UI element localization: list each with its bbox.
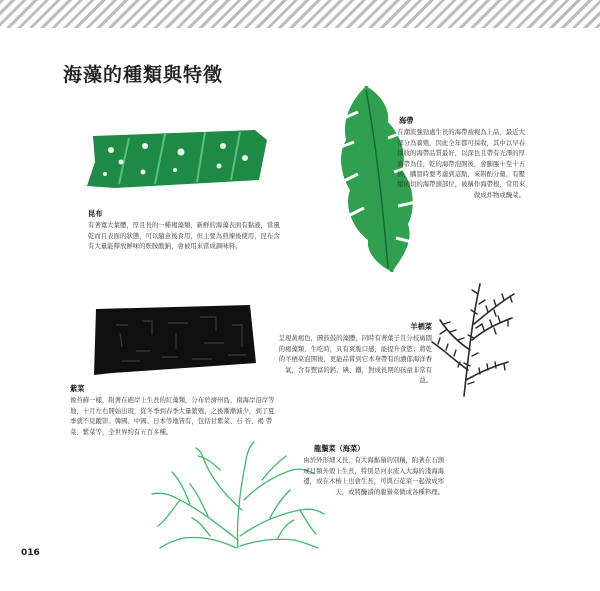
wakame-entry bbox=[397, 116, 525, 200]
page-title: 海藻的種類與特徵 bbox=[63, 64, 224, 86]
kombu-description: 有著寬大葉體，厚且長的一種褐藻類，新鮮的海藻表面有黏液，當風乾而且表面的狀態，可以隨意後食用，但主要為煎煉後使用，昆布含有大量能釋放鮮味的麩胺酸鈉，會被用來當成調味料。 bbox=[88, 221, 280, 251]
page-number: 016 bbox=[21, 548, 40, 558]
gracilaria-description: 由於外形細又長，有大海鬍鬚的別稱，附著在石頭或貝類外殼上生長，特別是河水流入大海的淺海海邊，或在木樁上也會生長，可與石花菜一起做成寒天，或將醃漬的龍鬚菜做成各種料理。 bbox=[303, 456, 444, 496]
kombu-illustration bbox=[85, 122, 270, 194]
gracilaria-name: 龍鬚菜（海菜） bbox=[314, 444, 365, 453]
hijiki-description: 呈現黃褐色，圓鼓鼓的藻體，同時有著葉子且分枝廣闊的褐藻類，生吃時，具有爽脆口感，能提升食慾；將乾的羊栖菜泡開後，更能品嘗到它本身帶有的濃郁海洋香氣，含有豐富的鈣、碘、鐵，對成長期的孩童非常有益。 bbox=[278, 334, 432, 385]
top-stripe-band bbox=[0, 0, 600, 28]
hijiki-entry bbox=[278, 322, 432, 385]
nori-illustration bbox=[92, 303, 258, 377]
nori-name: 紫菜 bbox=[70, 384, 85, 393]
nori-entry bbox=[70, 384, 278, 437]
hijiki-illustration bbox=[424, 280, 524, 398]
kombu-entry bbox=[88, 209, 284, 252]
hijiki-name: 羊栖菜 bbox=[410, 322, 432, 331]
wakame-name: 海帶 bbox=[399, 116, 414, 125]
wakame-description: 在潮流強勁處生長的海帶被視為上品，最近大部分為養殖，因此全年都可採收，其中以早春採收的海帶品質最好，以深色且帶有光澤的厚海帶為佳，乾的海帶泡開後，會膨脹十至十五倍，購買時要考慮到這點，來斟酌分量，有壓縮的切的海帶頭部位，被稱作海帶根，常用來做成炸物或醃菜。 bbox=[397, 128, 525, 199]
gracilaria-entry bbox=[300, 444, 444, 497]
nori-description: 像苔蘚一樣，附著在礁岸上生長的紅藻類，分布於濟州島、南海岸沿岸等地，十月左右開始出現，從冬季到春季大量繁殖，之後漸漸減少，到了夏季就不見蹤影。韓國、中國、日本等地皆有，包括甘紫菜、石 苔、褐 帶菜、紫菜等，全世界約有五百多種。 bbox=[70, 396, 275, 436]
kombu-name: 昆布 bbox=[88, 209, 103, 218]
